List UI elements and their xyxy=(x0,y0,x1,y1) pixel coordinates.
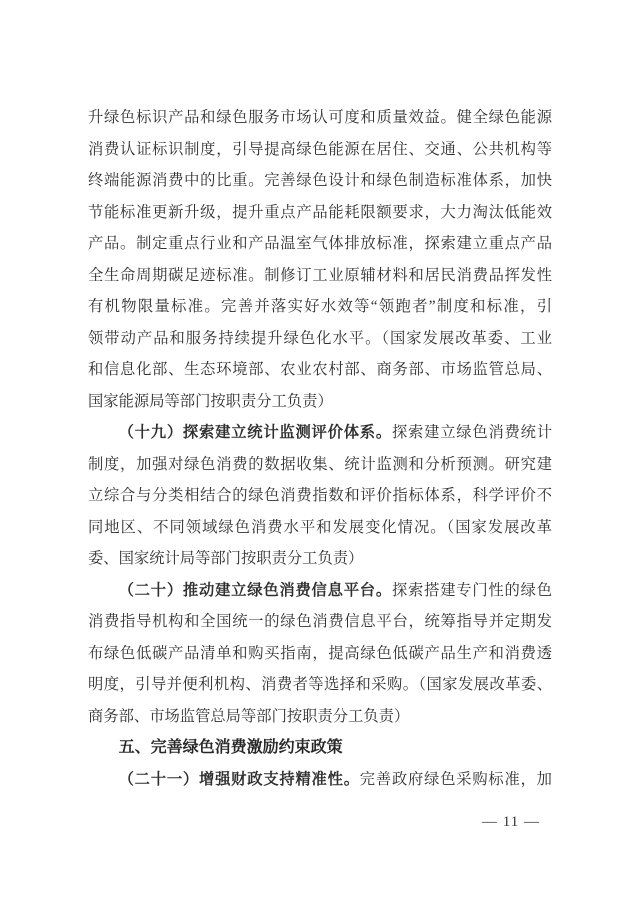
text-line: 布绿色低碳产品清单和购买指南，提高绿色低碳产品生产和消费透 xyxy=(88,644,552,662)
para-21 xyxy=(88,764,552,796)
text-line: 和信息化部、生态环境部、农业农村部、商务部、市场监管总局、 xyxy=(88,361,552,378)
document-body xyxy=(88,102,552,795)
text-line xyxy=(88,417,552,449)
text-line xyxy=(88,764,552,796)
text-line: 消费指导机构和全国统一的绿色消费信息平台，统筹指导并定期发 xyxy=(88,613,552,630)
text-line: 终端能源消费中的比重。完善绿色设计和绿色制造标准体系，加快 xyxy=(88,172,552,189)
text-line: 明度，引导并便利机构、消费者等选择和采购。（国家发展改革委、 xyxy=(88,676,552,693)
text-line xyxy=(88,575,552,607)
para-18-continuation xyxy=(88,102,552,417)
text-run: 探索建立绿色消费统计 xyxy=(391,424,552,441)
text-line: 商务部、市场监管总局等部门按职责分工负责） xyxy=(88,707,410,725)
text-line: 升绿色标识产品和绿色服务市场认可度和质量效益。健全绿色能源 xyxy=(88,109,552,126)
para-20 xyxy=(88,575,552,733)
section-heading: 五、完善绿色消费激励约束政策 xyxy=(118,739,343,756)
para-19 xyxy=(88,417,552,575)
text-run: 探索搭建专门性的绿色 xyxy=(391,581,552,599)
text-line: 有机物限量标准。完善并落实好水效等“领跑者”制度和标准，引 xyxy=(88,298,552,315)
text-run: 完善政府绿色采购标准，加 xyxy=(359,770,552,788)
section-heading-5 xyxy=(88,732,552,764)
text-line: 立综合与分类相结合的绿色消费指数和评价指标体系，科学评价不 xyxy=(88,487,552,504)
paragraph-lead-bold: （二十一）增强财政支持精准性。 xyxy=(118,770,360,788)
text-line: 国家能源局等部门按职责分工负责） xyxy=(88,392,333,410)
text-line: 领带动产品和服务持续提升绿色化水平。（国家发展改革委、工业 xyxy=(88,329,552,347)
text-line: 同地区、不同领域绿色消费水平和发展变化情况。（国家发展改革 xyxy=(88,518,552,536)
text-line: 消费认证标识制度，引导提高绿色能源在居住、交通、公共机构等 xyxy=(88,140,552,158)
text-line: 产品。制定重点行业和产品温室气体排放标准，探索建立重点产品 xyxy=(88,235,552,252)
text-line: 委、国家统计局等部门按职责分工负责） xyxy=(88,550,364,567)
text-line: 全生命周期碳足迹标准。制修订工业原辅材料和居民消费品挥发性 xyxy=(88,266,552,284)
paragraph-lead-bold: （十九）探索建立统计监测评价体系。 xyxy=(118,424,392,441)
text-line: 节能标准更新升级，提升重点产品能耗限额要求，大力淘汰低能效 xyxy=(88,203,552,221)
paragraph-lead-bold: （二十）推动建立绿色消费信息平台。 xyxy=(118,581,392,599)
page-number: — 11 — xyxy=(482,814,540,830)
text-line: 制度，加强对绿色消费的数据收集、统计监测和分析预测。研究建 xyxy=(88,455,552,473)
